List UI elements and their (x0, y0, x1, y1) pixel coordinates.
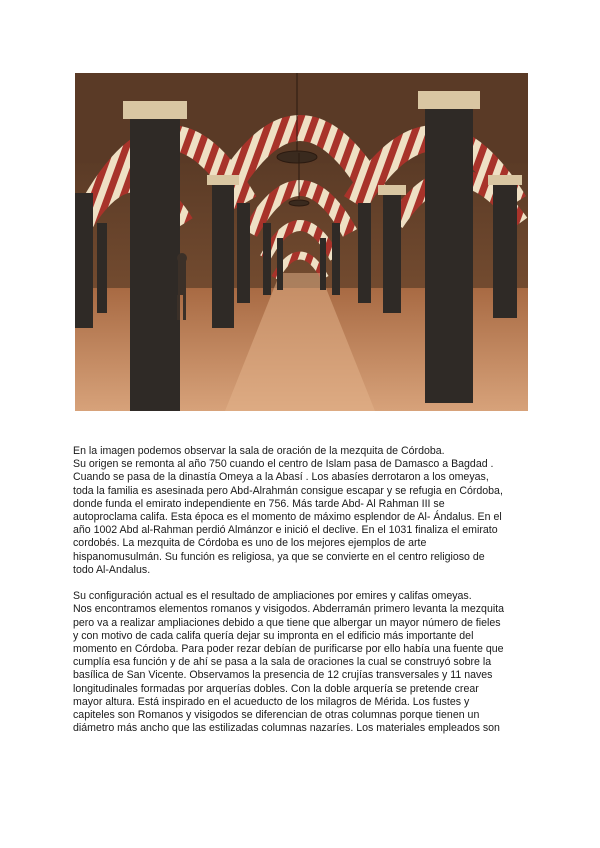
text-line: donde funda el emirato independiente en 756. Más tarde Abd- Al Rahman III se (73, 497, 445, 510)
text-line: Cuando se pasa de la dinastía Omeya a la Abasí . Los abasíes derrotaron a los omeyas, (73, 471, 489, 484)
text-line: autoproclama califa. Esta época es el momento de máximo esplendor de Al- Ándalus. En el (73, 511, 502, 524)
text-line: capiteles son Romanos y visigodos se diferencian de otras columnas porque tienen un (73, 709, 480, 722)
paragraph (73, 590, 533, 735)
text-line: hispanomusulmán. Su función es religiosa, ya que se convierte en el centro religioso de (73, 550, 485, 563)
text-line: Nos encontramos elementos romanos y visigodos. Abderramán primero levanta la mezquita (73, 603, 505, 616)
paragraph (73, 445, 533, 577)
text-line: Su configuración actual es el resultado de ampliaciones por emires y califas omeyas. (73, 590, 472, 603)
text-line: basílica de San Vicente. Observamos la presencia de 12 crujías transversales y 11 naves (73, 669, 493, 682)
mosque-photo-illustration (75, 73, 528, 411)
text-line: diámetro más ancho que las estilizadas columnas nazaríes. Los materiales empleados son (73, 722, 500, 735)
text-line: longitudinales formadas por arquerías dobles. Con la doble arquería se pretende crear (73, 682, 479, 695)
text-line: cordobés. La mezquita de Córdoba es uno de los mejores ejemplos de arte (73, 537, 427, 550)
text-line: mayor altura. Está inspirado en el acueducto de los milagros de Mérida. Los fustes y (73, 695, 470, 708)
text-line: pero va a realizar ampliaciones debido a que tiene que albergar un mayor número de fieles (73, 616, 501, 629)
text-line: toda la familia es asesinada pero Abd-Alrahmán consigue escapar y se refugia en Córdoba, (73, 484, 503, 497)
text-line: todo Al-Andalus. (73, 563, 151, 576)
text-line: cumplía esa función y de ahí se pasa a la sala de oraciones la cual se construyó sobre la (73, 656, 492, 669)
text-line: Su origen se remonta al año 750 cuando el centro de Islam pasa de Damasco a Bagdad . (73, 458, 494, 471)
text-line: y con motivo de cada califa quería dejar su impronta en el edificio más importante del (73, 629, 474, 642)
mosque-photo (75, 73, 528, 411)
article-text (73, 445, 533, 735)
text-line: En la imagen podemos observar la sala de oración de la mezquita de Córdoba. (73, 445, 445, 457)
text-line: año 1002 Abd al-Rahman perdió Almánzor e inició el declive. En el 1031 finaliza el emirato (73, 524, 498, 537)
text-line: momento en Córdoba. Para poder rezar debían de purificarse por ello había una fuente que (73, 643, 504, 656)
